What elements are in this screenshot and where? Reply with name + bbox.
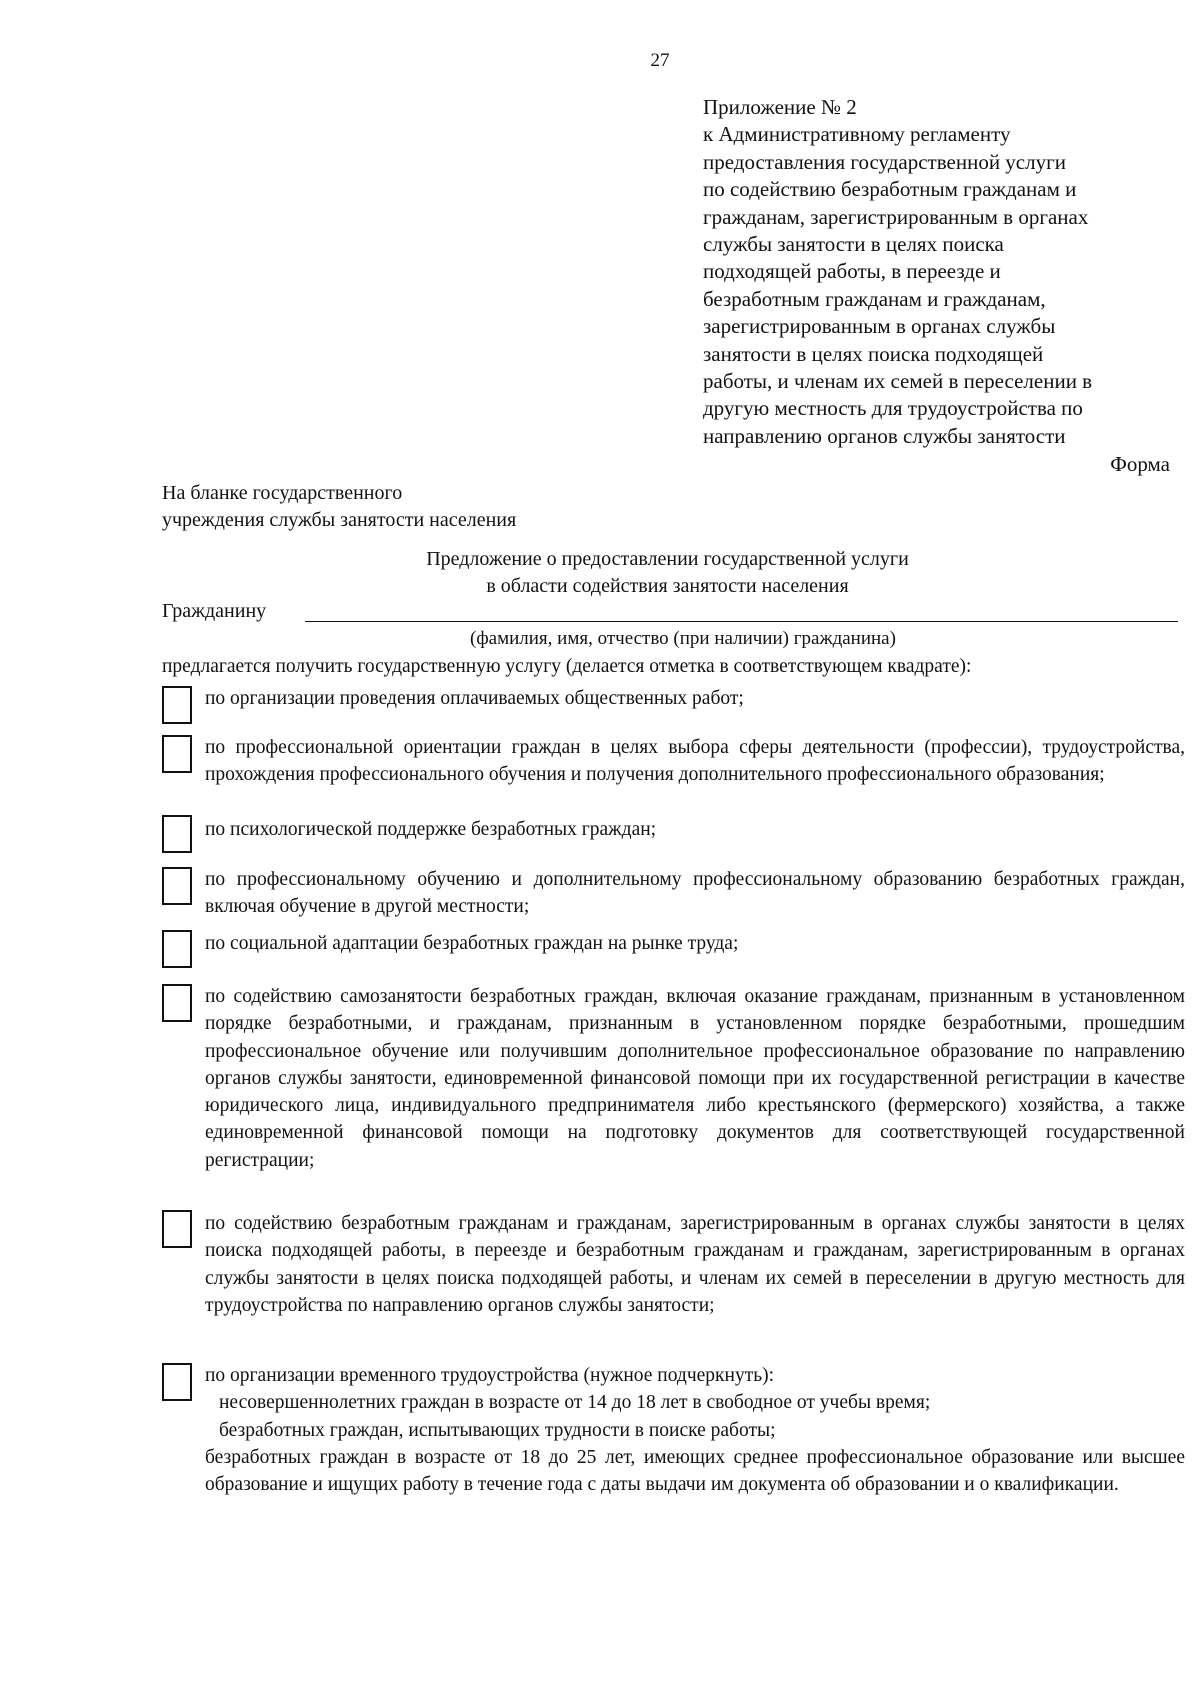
option-checkbox-psychological-support[interactable] <box>162 815 192 853</box>
appendix-line: к Административному регламенту <box>703 122 1011 147</box>
appendix-line: другую местность для трудоустройства по <box>703 396 1083 421</box>
appendix-header <box>703 94 1173 450</box>
appendix-line: зарегистрированным в органах службы <box>703 314 1056 339</box>
option-checkbox-temporary-employment[interactable] <box>162 1363 192 1401</box>
appendix-line: занятости в целях поиска подходящей <box>703 341 1044 366</box>
temporary-employment-difficulties[interactable]: безработных граждан, испытывающих трудности в поиске работы; <box>219 1419 776 1441</box>
letterhead-note <box>162 480 516 534</box>
temporary-employment-minors[interactable]: несовершеннолетних граждан в возрасте от 14 до 18 лет в свободное от учебы время; <box>219 1392 931 1414</box>
appendix-line: безработным гражданам и гражданам, <box>703 286 1046 311</box>
appendix-line: подходящей работы, в переезде и <box>703 259 1001 284</box>
form-label: Форма <box>1110 452 1170 476</box>
letterhead-line: учреждения службы занятости населения <box>162 509 517 531</box>
option-checkbox-vocational-training[interactable] <box>162 867 192 905</box>
option-checkbox-self-employment[interactable] <box>162 984 192 1022</box>
appendix-line: работы, и членам их семей в переселении в <box>703 369 1093 394</box>
option-checkbox-social-adaptation[interactable] <box>162 930 192 968</box>
title-line: Предложение о предоставлении государственной услуги <box>426 548 909 570</box>
title-line: в области содействия занятости населения <box>486 575 849 597</box>
letterhead-line: На бланке государственного <box>162 482 403 504</box>
temporary-employment-label: по организации временного трудоустройства (нужное подчеркнуть): <box>205 1365 775 1386</box>
citizen-name-field[interactable] <box>305 621 1178 622</box>
citizen-name-hint: (фамилия, имя, отчество (при наличии) гражданина) <box>470 628 896 649</box>
option-temporary-employment <box>205 1362 1185 1498</box>
citizen-label: Гражданину <box>162 600 267 622</box>
appendix-line: по содействию безработным гражданам и <box>703 177 1077 202</box>
intro-text: предлагается получить государственную услугу (делается отметка в соответствующем квадрате): <box>162 656 972 677</box>
appendix-line: службы занятости в целях поиска <box>703 232 1004 257</box>
appendix-line: гражданам, зарегистрированным в органах <box>703 204 1089 229</box>
option-text-career-guidance: по профессиональной ориентации граждан в целях выбора сферы деятельности (профессии), трудоустройства, прохождения профессионального обучения и получения дополнительного профессионального образования; <box>205 737 1185 786</box>
option-text-psychological-support: по психологической поддержке безработных граждан; <box>205 819 657 840</box>
option-text-public-works: по организации проведения оплачиваемых общественных работ; <box>205 688 744 709</box>
option-text-social-adaptation: по социальной адаптации безработных граждан на рынке труда; <box>205 933 739 954</box>
temporary-employment-graduates[interactable]: безработных граждан в возрасте от 18 до 25 лет, имеющих среднее профессиональное образование или высшее образование и ищущих работу в течение года с даты выдачи им документа об образовании и о квалификации. <box>205 1446 1185 1496</box>
appendix-line: предоставления государственной услуги <box>703 149 1066 174</box>
appendix-line: направлению органов службы занятости <box>703 423 1066 448</box>
option-text-relocation: по содействию безработным гражданам и гражданам, зарегистрированным в органах службы занятости в целях поиска подходящей работы, в переезде и безработным гражданам и гражданам, зарегистрированным в органах службы занятости в целях поиска подходящей работы, и членам их семей в переселении в другую местность для трудоустройства по направлению органов службы занятости; <box>205 1213 1185 1316</box>
option-checkbox-career-guidance[interactable] <box>162 735 192 773</box>
appendix-line: Приложение № 2 <box>703 95 857 119</box>
document-title <box>300 546 1035 600</box>
option-text-self-employment: по содействию самозанятости безработных граждан, включая оказание гражданам, признанным в установленном порядке безработными, и гражданам, признанным в установленном порядке безработными, прошедшим профессиональное обучение или получившим дополнительное профессиональное образование по направлению органов службы занятости, единовременной финансовой помощи при их государственной регистрации в качестве юридического лица, индивидуального предпринимателя либо крестьянского (фермерского) хозяйства, а также единовременной финансовой помощи на подготовку документов для соответствующей государственной регистрации; <box>205 986 1185 1171</box>
page-number: 27 <box>650 50 670 71</box>
option-checkbox-public-works[interactable] <box>162 686 192 724</box>
option-checkbox-relocation[interactable] <box>162 1210 192 1248</box>
option-text-vocational-training: по профессиональному обучению и дополнительному профессиональному образованию безработных граждан, включая обучение в другой местности; <box>205 869 1185 918</box>
